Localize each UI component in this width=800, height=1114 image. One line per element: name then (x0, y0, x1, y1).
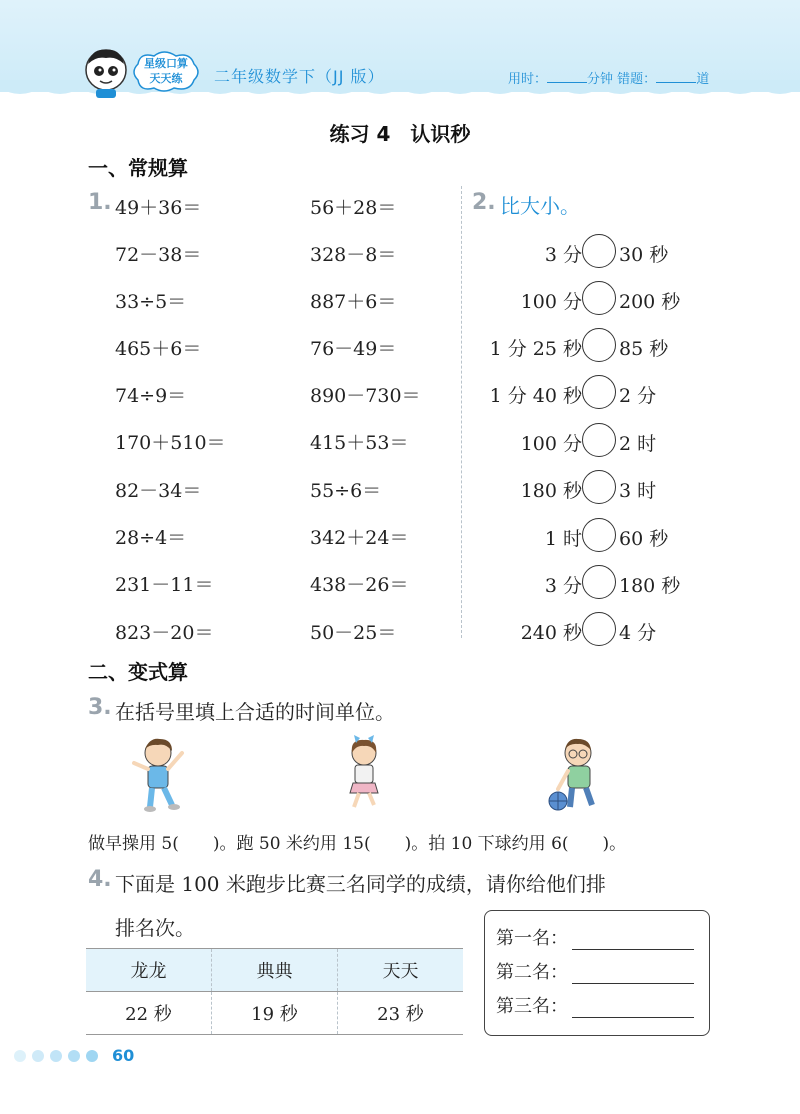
q1-equation: 438－26＝ (310, 574, 409, 596)
errors-label: 错题： (617, 72, 657, 87)
compare-left: 180 秒 (520, 480, 582, 502)
compare-right: 3 时 (619, 480, 657, 502)
rank-label: 第一名： (496, 928, 568, 949)
q1-equation: 890－730＝ (310, 385, 421, 407)
q1-equation: 56＋28＝ (310, 197, 397, 219)
results-value-row (86, 992, 463, 1035)
q1-equation: 55÷6＝ (310, 480, 382, 502)
q1-equation: 72－38＝ (115, 244, 202, 266)
time-label: 用时： (508, 72, 548, 87)
compare-left: 3 分 (544, 244, 582, 266)
footer-dot (32, 1050, 44, 1062)
time-blank[interactable] (547, 70, 587, 83)
results-header-cell: 典典 (212, 949, 338, 992)
results-value-cell: 19 秒 (212, 992, 338, 1035)
q1-equation: 465＋6＝ (115, 338, 202, 360)
rank-row (496, 992, 694, 1018)
compare-right: 2 分 (619, 385, 657, 407)
q4-text-line1: 下面是 100 米跑步比赛三名同学的成绩，请你给他们排 (115, 872, 606, 896)
compare-row (470, 518, 710, 558)
compare-row (470, 423, 710, 463)
rank-answer-line[interactable] (572, 967, 694, 984)
footer-dot (68, 1050, 80, 1062)
compare-right: 2 时 (619, 433, 657, 455)
results-header-cell: 龙龙 (86, 949, 212, 992)
q4-text-line2: 排名次。 (115, 916, 195, 940)
q1-equation: 82－34＝ (115, 480, 202, 502)
rank-row (496, 924, 694, 950)
compare-row (470, 328, 710, 368)
book-title: 二年级数学下（JJ 版） (214, 67, 385, 86)
errors-unit: 道 (696, 72, 710, 87)
compare-row (470, 470, 710, 510)
q1-equation: 415＋53＝ (310, 432, 409, 454)
q1-equation: 74÷9＝ (115, 385, 187, 407)
q2-number: 2. (472, 190, 496, 215)
rank-label: 第二名： (496, 962, 568, 983)
footer-dot (14, 1050, 26, 1062)
compare-answer-circle[interactable] (582, 234, 616, 268)
compare-left: 3 分 (544, 575, 582, 597)
q1-number: 1. (88, 190, 112, 215)
page-title: 练习 4 认识秒 (329, 122, 471, 146)
rank-label: 第三名： (496, 996, 568, 1017)
logo-title-line2: 天天练 (149, 72, 183, 85)
compare-answer-circle[interactable] (582, 375, 616, 409)
time-errors-meta (508, 68, 709, 87)
compare-right: 60 秒 (619, 528, 669, 550)
compare-row (470, 281, 710, 321)
compare-row (470, 565, 710, 605)
logo-title-line1: 星级口算 (144, 57, 188, 70)
column-divider (461, 186, 462, 638)
compare-answer-circle[interactable] (582, 470, 616, 504)
q1-equation: 342＋24＝ (310, 527, 409, 549)
footer-dot (50, 1050, 62, 1062)
q1-equation: 823－20＝ (115, 622, 214, 644)
errors-blank[interactable] (656, 70, 696, 83)
compare-row (470, 375, 710, 415)
q4-number: 4. (88, 867, 112, 892)
compare-right: 30 秒 (619, 244, 669, 266)
compare-answer-circle[interactable] (582, 518, 616, 552)
rank-row (496, 958, 694, 984)
compare-answer-circle[interactable] (582, 612, 616, 646)
q2-title: 比大小。 (500, 194, 580, 218)
q3-fill-sentence: 做早操用 5( )。跑 50 米约用 15( )。拍 10 下球约用 6( )。 (88, 834, 627, 854)
compare-right: 180 秒 (619, 575, 681, 597)
results-header-cell: 天天 (338, 949, 464, 992)
compare-left: 100 分 (520, 291, 582, 313)
compare-row (470, 612, 710, 652)
compare-answer-circle[interactable] (582, 328, 616, 362)
results-value-cell: 22 秒 (86, 992, 212, 1035)
q1-equation: 170＋510＝ (115, 432, 226, 454)
compare-right: 4 分 (619, 622, 657, 644)
time-unit: 分钟 (587, 72, 614, 87)
section1-title: 一、常规算 (88, 156, 188, 180)
compare-right: 85 秒 (619, 338, 669, 360)
compare-left: 240 秒 (520, 622, 582, 644)
q1-equation: 33÷5＝ (115, 291, 187, 313)
compare-left: 1 时 (544, 528, 582, 550)
section2-title: 二、变式算 (88, 660, 188, 684)
results-header-row (86, 949, 463, 992)
rank-answer-line[interactable] (572, 933, 694, 950)
girl-running-illustration (340, 735, 390, 813)
q1-equation: 328－8＝ (310, 244, 397, 266)
page-number: 60 (112, 1046, 135, 1065)
compare-answer-circle[interactable] (582, 423, 616, 457)
q3-number: 3. (88, 695, 112, 720)
boy-exercising-illustration (130, 735, 190, 813)
q1-equation: 28÷4＝ (115, 527, 187, 549)
compare-left: 1 分 25 秒 (489, 338, 582, 360)
compare-row (470, 234, 710, 274)
rank-answer-line[interactable] (572, 1001, 694, 1018)
q1-equation: 50－25＝ (310, 622, 397, 644)
compare-left: 1 分 40 秒 (489, 385, 582, 407)
footer-dot (86, 1050, 98, 1062)
q1-equation: 887＋6＝ (310, 291, 397, 313)
mascot-logo (78, 44, 134, 100)
results-value-cell: 23 秒 (338, 992, 464, 1035)
q1-equation: 231－11＝ (115, 574, 214, 596)
compare-answer-circle[interactable] (582, 281, 616, 315)
boy-bouncing-ball-illustration (548, 735, 610, 813)
compare-right: 200 秒 (619, 291, 681, 313)
q1-equation: 49＋36＝ (115, 197, 202, 219)
q3-text: 在括号里填上合适的时间单位。 (115, 700, 395, 724)
results-table (86, 948, 463, 1035)
compare-left: 100 分 (520, 433, 582, 455)
q1-equation: 76－49＝ (310, 338, 397, 360)
compare-answer-circle[interactable] (582, 565, 616, 599)
